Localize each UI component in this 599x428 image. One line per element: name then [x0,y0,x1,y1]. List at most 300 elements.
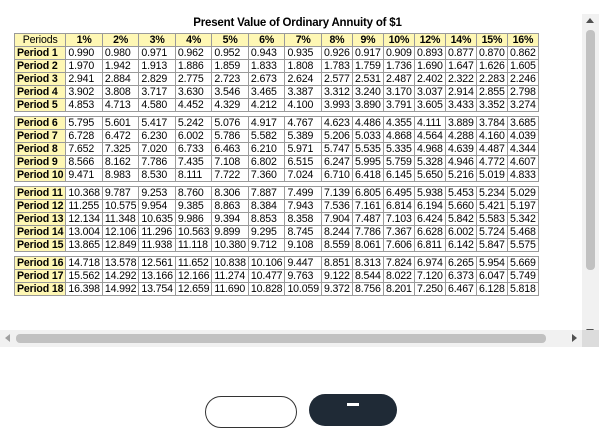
table-cell: 2.402 [414,73,445,86]
scroll-up-icon[interactable] [586,18,594,23]
table-row [15,99,539,112]
dark-button[interactable] [309,394,397,426]
table-cell: 9.122 [321,270,352,283]
table-cell: 10.059 [285,283,322,296]
table-cell: 8.760 [175,187,212,200]
table-cell: 11.690 [212,283,249,296]
table-cell: 7.325 [102,143,139,156]
table-cell: 4.487 [476,143,507,156]
table-cell: 4.100 [285,99,322,112]
table-cell: 6.733 [175,143,212,156]
table-cell: 9.986 [175,213,212,226]
table-cell: 2.723 [212,73,249,86]
header-rate: 3% [139,34,176,47]
table-cell: 2.941 [66,73,103,86]
table-cell: 5.389 [285,130,322,143]
table-cell: 4.355 [383,117,414,130]
period-label: Period 14 [15,226,66,239]
table-cell: 12.659 [175,283,212,296]
table-cell: 10.635 [139,213,176,226]
table-cell: 6.002 [175,130,212,143]
table-header-row [15,34,539,47]
period-label: Period 3 [15,73,66,86]
table-cell: 11.118 [175,239,212,252]
table-cell: 5.971 [285,143,322,156]
table-cell: 2.246 [507,73,538,86]
table-cell: 7.120 [414,270,445,283]
horizontal-scroll-thumb[interactable] [16,334,546,343]
table-cell: 11.274 [212,270,249,283]
period-label: Period 2 [15,60,66,73]
table-cell: 14.992 [102,283,139,296]
table-cell: 6.194 [414,200,445,213]
table-cell: 2.531 [352,73,383,86]
table-row [15,47,539,60]
table-cell: 8.313 [352,257,383,270]
table-cell: 5.650 [414,169,445,182]
table-cell: 5.669 [507,257,538,270]
table-cell: 3.808 [102,86,139,99]
table-cell: 5.197 [507,200,538,213]
table-cell: 6.002 [445,226,476,239]
table-cell: 8.162 [102,156,139,169]
header-rate: 4% [175,34,212,47]
table-cell: 3.605 [414,99,445,112]
table-cell: 7.360 [248,169,285,182]
table-cell: 9.295 [248,226,285,239]
header-rate: 10% [383,34,414,47]
table-cell: 9.108 [285,239,322,252]
period-label: Period 6 [15,117,66,130]
table-cell: 4.344 [507,143,538,156]
table-cell: 11.296 [139,226,176,239]
table-cell: 8.358 [285,213,322,226]
table-cell: 3.717 [139,86,176,99]
horizontal-scrollbar[interactable] [0,330,582,347]
table-cell: 10.368 [66,187,103,200]
period-label: Period 12 [15,200,66,213]
table-cell: 5.335 [383,143,414,156]
table-cell: 2.487 [383,73,414,86]
table-cell: 3.890 [352,99,383,112]
table-cell: 7.139 [321,187,352,200]
table-cell: 4.946 [445,156,476,169]
table-cell: 8.111 [175,169,212,182]
table-cell: 4.713 [102,99,139,112]
table-cell: 9.899 [212,226,249,239]
table-cell: 5.234 [476,187,507,200]
table-cell: 5.938 [414,187,445,200]
table-cell: 8.756 [352,283,383,296]
header-rate: 16% [507,34,538,47]
table-title: Present Value of Ordinary Annuity of $1 [193,17,402,29]
header-rate: 7% [285,34,322,47]
header-rate: 12% [414,34,445,47]
table-row [15,156,539,169]
table-cell: 4.111 [414,117,445,130]
table-cell: 0.917 [352,47,383,60]
table-cell: 5.328 [414,156,445,169]
table-cell: 9.712 [248,239,285,252]
table-row [15,226,539,239]
table-cell: 1.886 [175,60,212,73]
table-cell: 10.380 [212,239,249,252]
table-cell: 3.312 [321,86,352,99]
table-row [15,239,539,252]
table-cell: 8.544 [352,270,383,283]
table-cell: 6.047 [476,270,507,283]
table-cell: 7.887 [248,187,285,200]
table-cell: 5.786 [212,130,249,143]
table-cell: 8.983 [102,169,139,182]
table-cell: 2.673 [248,73,285,86]
table-cell: 10.838 [212,257,249,270]
table-cell: 3.902 [66,86,103,99]
table-cell: 5.601 [102,117,139,130]
period-label: Period 10 [15,169,66,182]
table-cell: 0.926 [321,47,352,60]
table-cell: 2.884 [102,73,139,86]
table-cell: 6.418 [352,169,383,182]
table-cell: 6.805 [352,187,383,200]
table-cell: 6.814 [383,200,414,213]
table-cell: 0.862 [507,47,538,60]
table-cell: 8.244 [321,226,352,239]
table-cell: 9.372 [321,283,352,296]
table-cell: 5.468 [507,226,538,239]
table-row [15,117,539,130]
table-cell: 2.775 [175,73,212,86]
table-cell: 6.802 [248,156,285,169]
table-cell: 2.798 [507,86,538,99]
table-cell: 8.530 [139,169,176,182]
table-cell: 8.201 [383,283,414,296]
table-cell: 4.623 [321,117,352,130]
table-row [15,200,539,213]
table-cell: 0.909 [383,47,414,60]
outline-button[interactable] [205,396,297,428]
vertical-scrollbar[interactable] [582,14,599,338]
table-cell: 0.935 [285,47,322,60]
table-cell: 13.004 [66,226,103,239]
table-cell: 6.515 [285,156,322,169]
table-cell: 8.384 [248,200,285,213]
table-row [15,73,539,86]
table-cell: 12.166 [175,270,212,283]
table-cell: 4.039 [507,130,538,143]
table-cell: 12.561 [139,257,176,270]
table-cell: 7.536 [321,200,352,213]
table-cell: 2.829 [139,73,176,86]
table-cell: 13.166 [139,270,176,283]
table-cell: 11.348 [102,213,139,226]
scroll-left-icon[interactable] [5,334,10,342]
table-cell: 3.037 [414,86,445,99]
table-cell: 4.564 [414,130,445,143]
table-cell: 5.842 [445,213,476,226]
table-cell: 5.242 [175,117,212,130]
table-cell: 6.145 [383,169,414,182]
table-cell: 4.160 [476,130,507,143]
table-cell: 7.161 [352,200,383,213]
table-cell: 2.577 [321,73,352,86]
table-cell: 15.562 [66,270,103,283]
table-cell: 9.253 [139,187,176,200]
header-rate: 5% [212,34,249,47]
table-cell: 0.971 [139,47,176,60]
table-cell: 2.322 [445,73,476,86]
table-cell: 3.433 [445,99,476,112]
table-cell: 5.029 [507,187,538,200]
table-cell: 9.385 [175,200,212,213]
table-cell: 1.783 [321,60,352,73]
table-cell: 1.605 [507,60,538,73]
table-cell: 14.718 [66,257,103,270]
table-row [15,86,539,99]
table-cell: 1.913 [139,60,176,73]
table-cell: 6.265 [445,257,476,270]
header-rate: 8% [321,34,352,47]
table-cell: 13.865 [66,239,103,252]
table-cell: 8.306 [212,187,249,200]
table-cell: 5.795 [66,117,103,130]
annuity-table-container [14,14,581,296]
table-cell: 12.134 [66,213,103,226]
table-cell: 6.463 [212,143,249,156]
table-cell: 5.995 [352,156,383,169]
period-label: Period 7 [15,130,66,143]
table-cell: 0.893 [414,47,445,60]
table-cell: 3.274 [507,99,538,112]
period-label: Period 4 [15,86,66,99]
table-cell: 3.240 [352,86,383,99]
table-cell: 5.759 [383,156,414,169]
table-cell: 13.754 [139,283,176,296]
table-cell: 7.786 [139,156,176,169]
table-cell: 8.022 [383,270,414,283]
table-cell: 12.849 [102,239,139,252]
table-cell: 7.824 [383,257,414,270]
table-cell: 9.394 [212,213,249,226]
table-cell: 5.582 [248,130,285,143]
table-cell: 7.487 [352,213,383,226]
table-cell: 4.486 [352,117,383,130]
table-cell: 8.566 [66,156,103,169]
table-cell: 1.859 [212,60,249,73]
table-cell: 11.938 [139,239,176,252]
table-cell: 0.952 [212,47,249,60]
table-cell: 5.818 [507,283,538,296]
table-cell: 7.024 [285,169,322,182]
table-cell: 5.076 [212,117,249,130]
table-cell: 13.578 [102,257,139,270]
table-cell: 2.855 [476,86,507,99]
table-cell: 6.974 [414,257,445,270]
table-cell: 0.990 [66,47,103,60]
table-cell: 5.206 [321,130,352,143]
table-cell: 4.917 [248,117,285,130]
table-cell: 5.033 [352,130,383,143]
table-cell: 9.447 [285,257,322,270]
period-label: Period 5 [15,99,66,112]
table-cell: 5.417 [139,117,176,130]
table-cell: 2.283 [476,73,507,86]
header-rate: 14% [445,34,476,47]
table-cell: 3.993 [321,99,352,112]
header-rate: 15% [476,34,507,47]
table-row [15,130,539,143]
table-cell: 3.387 [285,86,322,99]
period-label: Period 16 [15,257,66,270]
table-cell: 11.652 [175,257,212,270]
table-cell: 1.759 [352,60,383,73]
table-cell: 1.808 [285,60,322,73]
table-cell: 4.607 [507,156,538,169]
table-cell: 6.628 [414,226,445,239]
table-cell: 3.889 [445,117,476,130]
table-cell: 1.736 [383,60,414,73]
table-row [15,270,539,283]
table-cell: 6.230 [139,130,176,143]
table-cell: 9.954 [139,200,176,213]
table-cell: 5.019 [476,169,507,182]
table-cell: 1.942 [102,60,139,73]
table-cell: 3.630 [175,86,212,99]
table-cell: 7.435 [175,156,212,169]
table-cell: 0.877 [445,47,476,60]
table-cell: 4.329 [212,99,249,112]
table-cell: 5.583 [476,213,507,226]
table-cell: 8.061 [352,239,383,252]
table-cell: 8.853 [248,213,285,226]
table-cell: 8.745 [285,226,322,239]
header-rate: 9% [352,34,383,47]
table-row [15,283,539,296]
scroll-right-icon[interactable] [572,334,577,342]
period-label: Period 9 [15,156,66,169]
table-cell: 4.452 [175,99,212,112]
table-cell: 7.722 [212,169,249,182]
table-cell: 8.863 [212,200,249,213]
table-cell: 0.870 [476,47,507,60]
period-label: Period 17 [15,270,66,283]
table-cell: 4.288 [445,130,476,143]
table-cell: 5.535 [352,143,383,156]
table-cell: 5.749 [507,270,538,283]
vertical-scroll-thumb[interactable] [586,30,595,270]
table-cell: 5.453 [445,187,476,200]
table-cell: 5.575 [507,239,538,252]
table-cell: 11.255 [66,200,103,213]
table-cell: 16.398 [66,283,103,296]
table-cell: 7.108 [212,156,249,169]
table-cell: 9.787 [102,187,139,200]
table-cell: 8.559 [321,239,352,252]
table-cell: 5.342 [507,213,538,226]
table-cell: 10.828 [248,283,285,296]
header-periods: Periods [15,34,66,47]
table-cell: 4.212 [248,99,285,112]
table-cell: 6.811 [414,239,445,252]
table-cell: 1.833 [248,60,285,73]
table-cell: 7.020 [139,143,176,156]
period-label: Period 18 [15,283,66,296]
header-rate: 2% [102,34,139,47]
header-rate: 6% [248,34,285,47]
table-cell: 6.467 [445,283,476,296]
table-cell: 8.851 [321,257,352,270]
table-cell: 10.106 [248,257,285,270]
table-cell: 5.216 [445,169,476,182]
table-cell: 3.791 [383,99,414,112]
table-cell: 6.373 [445,270,476,283]
table-cell: 2.624 [285,73,322,86]
table-cell: 0.980 [102,47,139,60]
table-cell: 5.847 [476,239,507,252]
table-cell: 4.853 [66,99,103,112]
annuity-table-viewport[interactable] [0,14,582,338]
table-cell: 9.471 [66,169,103,182]
table-row [15,60,539,73]
table-cell: 7.904 [321,213,352,226]
table-cell: 6.728 [66,130,103,143]
table-cell: 9.763 [285,270,322,283]
table-cell: 1.690 [414,60,445,73]
table-cell: 5.724 [476,226,507,239]
scrollbar-corner [582,330,599,347]
table-cell: 6.495 [383,187,414,200]
table-cell: 10.563 [175,226,212,239]
period-label: Period 1 [15,47,66,60]
table-cell: 1.626 [476,60,507,73]
table-cell: 3.465 [248,86,285,99]
table-cell: 6.247 [321,156,352,169]
table-cell: 3.352 [476,99,507,112]
period-label: Period 11 [15,187,66,200]
table-cell: 7.652 [66,143,103,156]
table-cell: 5.660 [445,200,476,213]
table-cell: 4.580 [139,99,176,112]
table-cell: 6.472 [102,130,139,143]
table-cell: 7.250 [414,283,445,296]
table-cell: 7.606 [383,239,414,252]
present-value-annuity-table [14,33,539,296]
table-cell: 10.575 [102,200,139,213]
table-cell: 6.142 [445,239,476,252]
table-cell: 4.833 [507,169,538,182]
table-cell: 6.210 [248,143,285,156]
table-cell: 3.784 [476,117,507,130]
table-cell: 5.747 [321,143,352,156]
table-cell: 7.103 [383,213,414,226]
table-cell: 6.128 [476,283,507,296]
table-cell: 7.943 [285,200,322,213]
period-label: Period 15 [15,239,66,252]
table-cell: 4.772 [476,156,507,169]
table-cell: 14.292 [102,270,139,283]
header-rate: 1% [66,34,103,47]
table-cell: 2.914 [445,86,476,99]
table-cell: 3.685 [507,117,538,130]
table-cell: 4.968 [414,143,445,156]
table-row [15,187,539,200]
table-cell: 3.546 [212,86,249,99]
table-cell: 10.477 [248,270,285,283]
table-cell: 7.367 [383,226,414,239]
table-row [15,169,539,182]
period-label: Period 8 [15,143,66,156]
table-cell: 5.421 [476,200,507,213]
